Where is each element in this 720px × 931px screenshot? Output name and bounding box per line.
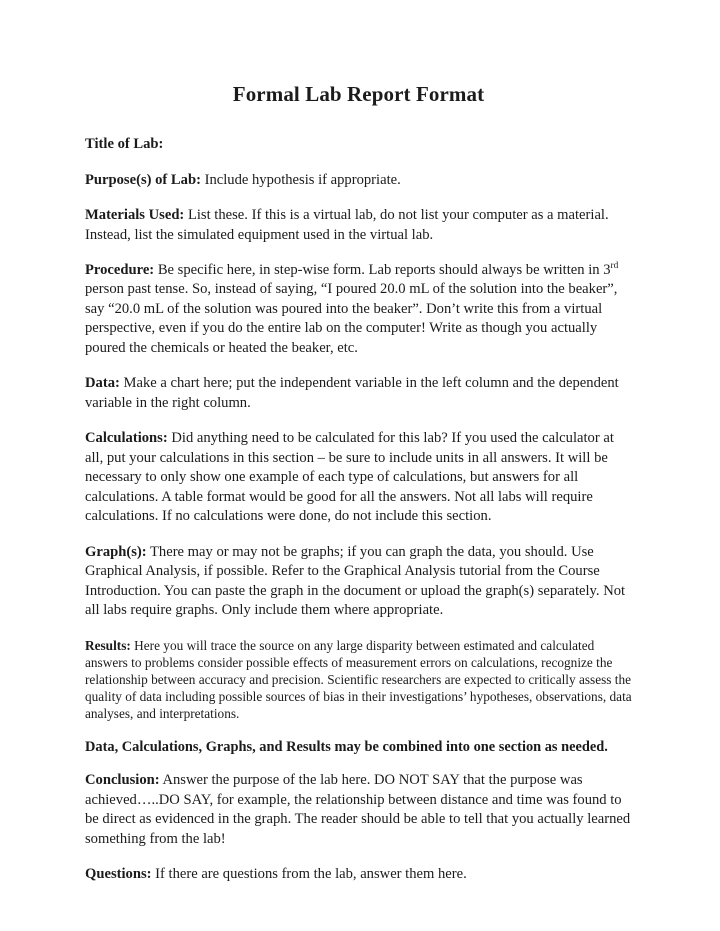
section-calculations — [85, 429, 632, 526]
section-conclusion-body: Answer the purpose of the lab here. DO NOT SAY that the purpose was achieved…..DO SAY, for example, the relationship between distance and time was found to be direct as evidenced in the graph. The reader should be able to tell that you actually learned something from the lab! — [85, 772, 631, 847]
section-procedure-label: Procedure: — [85, 262, 155, 279]
section-data-label: Data: — [85, 375, 120, 392]
section-data — [85, 374, 632, 413]
section-data-body: Make a chart here; put the independent variable in the left column and the dependent variable in the right column. — [85, 375, 619, 411]
section-purpose-body: Include hypothesis if appropriate. — [200, 171, 401, 188]
section-conclusion-label: Conclusion: — [85, 772, 160, 789]
ordinal-suffix: rd — [610, 261, 619, 272]
section-procedure-body-part1: Be specific here, in step-wise form. Lab reports should always be written in 3 — [154, 262, 611, 279]
section-calculations-label: Calculations: — [85, 430, 168, 447]
section-graphs-label: Graph(s): — [85, 543, 147, 560]
section-results-label: Results: — [85, 637, 131, 653]
section-procedure-body-part2: person past tense. So, instead of saying, “I poured 20.0 mL of the solution into the beaker”, say “20.0 mL of the solution was poured into the beaker”. Don’t write this from a virtual perspective, even if you do the entire lab on the computer! Write as though you actually poured the chemicals or heated the beaker, etc. — [85, 281, 618, 356]
section-questions-body: If there are questions from the lab, answer them here. — [151, 866, 467, 882]
page-title: Formal Lab Report Format — [232, 82, 485, 106]
section-questions — [85, 865, 632, 884]
section-combined-note: Data, Calculations, Graphs, and Results may be combined into one section as needed. — [85, 738, 608, 755]
section-graphs-body: There may or may not be graphs; if you can graph the data, you should. Use Graphical Analysis, if possible. Refer to the Graphical Analysis tutorial from the Course Introduction. You can paste the graph in the document or upload the graph(s) separately. Not all labs require graphs. Only include them where appropriate. — [85, 543, 626, 619]
section-procedure — [85, 261, 632, 358]
section-questions-label: Questions: — [85, 866, 152, 882]
section-title-of-lab — [85, 135, 632, 154]
section-results — [85, 637, 632, 722]
section-materials — [85, 206, 632, 245]
section-purpose — [85, 171, 632, 190]
section-calculations-body: Did anything need to be calculated for this lab? If you used the calculator at all, put your calculations in this section – be sure to include units in all answers. It will be necessary to only show one example of each type of calculations, but answers for all calculations. A table format would be good for all the answers. Not all labs will require calculations. If no calculations were done, do not include this section. — [85, 430, 614, 525]
section-purpose-label: Purpose(s) of Lab: — [85, 171, 201, 188]
section-materials-label: Materials Used: — [85, 207, 185, 224]
section-results-body: Here you will trace the source on any large disparity between estimated and calculated answers to problems consider possible effects of measurement errors on calculations, recognize the relationship between accuracy and precision. Scientific researchers are expected to critically assess the quality of data including possible sources of bias in their investigations’ hypotheses, observations, data analyses, and interpretations. — [85, 637, 632, 721]
section-conclusion — [85, 771, 632, 849]
section-graphs — [85, 543, 632, 621]
section-materials-body: List these. If this is a virtual lab, do not list your computer as a material. Instead, list the simulated equipment used in the virtual lab. — [85, 207, 609, 243]
section-title-of-lab-label: Title of Lab: — [85, 136, 164, 153]
